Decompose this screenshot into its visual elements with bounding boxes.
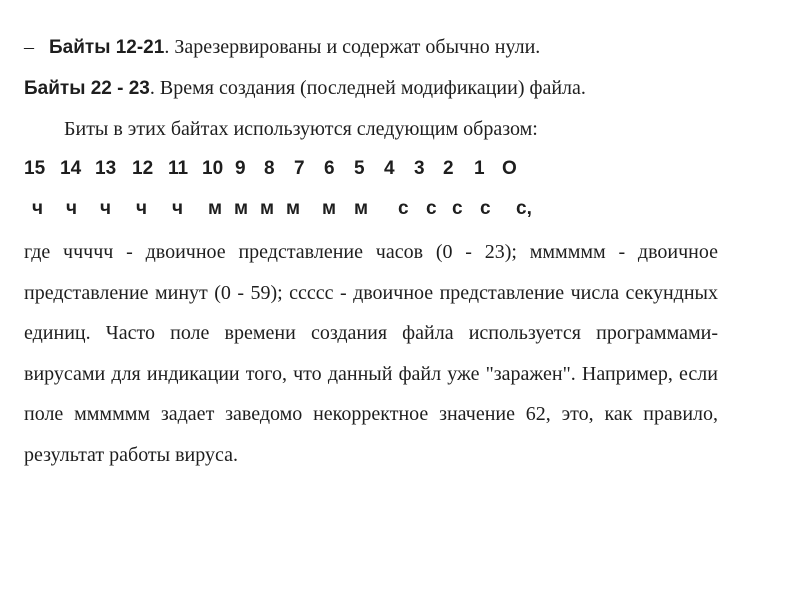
bit-letter: м [286,198,301,219]
bit-letters-row [24,198,544,224]
bit-letter: ч [136,198,148,219]
bit-numbers-row [24,158,544,184]
bit-number: 11 [168,158,189,179]
bit-number: 13 [95,158,117,179]
bit-number: 14 [60,158,82,179]
bit-letter: с, [516,198,532,219]
list-dash: – [24,36,34,58]
bit-number: 5 [354,158,365,179]
bit-number: 4 [384,158,395,179]
bytes-22-23-label: Байты 22 - 23 [24,78,150,99]
bit-letter: м [354,198,369,219]
bit-letter: м [322,198,337,219]
bit-number: 7 [294,158,305,179]
bit-number: 15 [24,158,46,179]
bit-letter: с [452,198,463,219]
bit-letter: ч [100,198,112,219]
bit-letter: м [234,198,249,219]
bytes-22-23-line [24,76,586,101]
bit-number: 12 [132,158,154,179]
bit-number: 8 [264,158,275,179]
bit-number: 3 [414,158,425,179]
bit-letter: м [208,198,223,219]
bit-number: 9 [235,158,246,179]
bit-number: O [502,158,517,179]
bit-letter: м [260,198,275,219]
explanation-paragraph: где ччччч - двоичное представление часов (0 - 23); мммммм - двоичное представление минут (0 - 59); ссссс - двоичное представление числа секундных единиц. Часто поле времени создания файла используется программами- вирусами для индикации того, что данный файл уже "заражен". Например, если поле мммммм задает заведомо некорректное значение 62, это, как правило, результат работы вируса. [24,241,718,466]
bytes-12-21-label: Байты 12-21 [49,37,165,58]
bit-letter: с [398,198,409,219]
bit-letter: с [426,198,437,219]
bit-letter: с [480,198,491,219]
bit-letter: ч [32,198,44,219]
bit-number: 6 [324,158,335,179]
bytes-12-21-line [24,35,540,60]
bits-usage-intro: Биты в этих байтах используются следующим образом: [64,118,538,140]
bit-number: 2 [443,158,454,179]
bit-number: 10 [202,158,224,179]
bit-letter: ч [66,198,78,219]
bit-number: 1 [474,158,485,179]
bytes-12-21-description: . Зарезервированы и содержат обычно нули. [164,36,541,58]
bit-letter: ч [172,198,184,219]
bytes-22-23-description: . Время создания (последней модификации) файла. [149,77,586,99]
